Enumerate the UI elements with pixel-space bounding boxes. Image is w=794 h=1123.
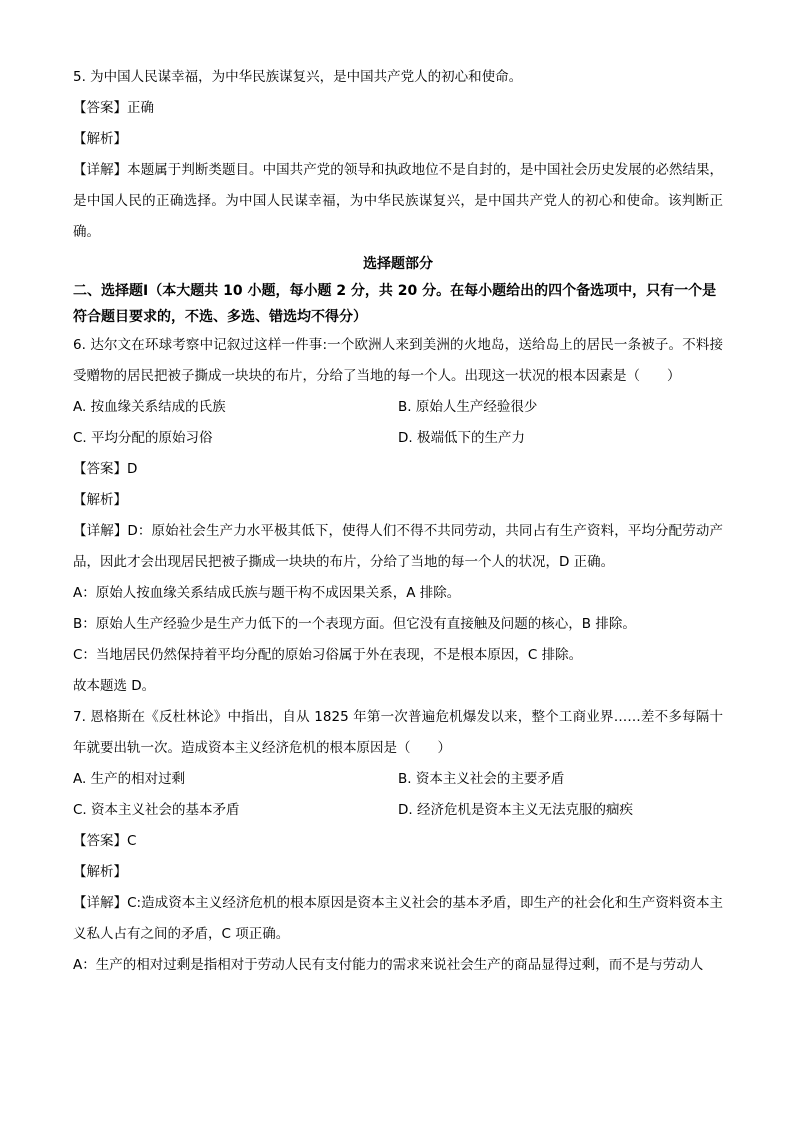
q6-answer: 【答案】D xyxy=(73,461,138,477)
q7-options-row-1 xyxy=(73,764,723,795)
q6-options-row-2 xyxy=(73,423,723,454)
q7-stem: 7. 恩格斯在《反杜林论》中指出，自从 1825 年第一次普遍危机爆发以来，整个工商业界……差不多每隔十年就要出轨一次。造成资本主义经济危机的根本原因是（ ） xyxy=(73,709,723,756)
q6-detail: 【详解】D：原始社会生产力水平极其低下，使得人们不得不共同劳动，共同占有生产资料，平均分配劳动产品，因此才会出现居民把被子撕成一块块的布片，分给了当地的每一个人的状况，D 正确。 xyxy=(73,523,723,570)
q6-analysis-label: 【解析】 xyxy=(73,492,127,508)
q7-options-row-2 xyxy=(73,795,723,826)
q6-stem: 6. 达尔文在环球考察中记叙过这样一件事:一个欧洲人来到美洲的火地岛，送给岛上的居民一条被子。不料接受赠物的居民把被子撕成一块块的布片，分给了当地的每一个人。出现这一状况的根本因素是（ ） xyxy=(73,337,723,384)
page-content xyxy=(73,62,723,981)
q7-option-a: A. 生产的相对过剩 xyxy=(73,771,186,787)
q6-note-b: B：原始人生产经验少是生产力低下的一个表现方面。但它没有直接触及问题的核心，B 排除。 xyxy=(73,616,636,632)
q6-note-c: C：当地居民仍然保持着平均分配的原始习俗属于外在表现，不是根本原因，C 排除。 xyxy=(73,647,583,663)
q6-option-c: C. 平均分配的原始习俗 xyxy=(73,430,213,446)
q7-option-b: B. 资本主义社会的主要矛盾 xyxy=(398,771,565,787)
q7-answer: 【答案】C xyxy=(73,833,137,849)
q6-conclusion: 故本题选 D。 xyxy=(73,678,156,694)
q5-stem: 5. 为中国人民谋幸福，为中华民族谋复兴，是中国共产党人的初心和使命。 xyxy=(73,69,523,85)
section-title: 选择题部分 xyxy=(363,256,433,272)
q7-detail: 【详解】C:造成资本主义经济危机的根本原因是资本主义社会的基本矛盾，即生产的社会化和生产资料资本主义私人占有之间的矛盾，C 项正确。 xyxy=(73,895,723,942)
q7-note-a: A：生产的相对过剩是指相对于劳动人民有支付能力的需求来说社会生产的商品显得过剩，而不是与劳动人 xyxy=(73,957,704,973)
q6-option-a: A. 按血缘关系结成的氏族 xyxy=(73,399,226,415)
q6-note-a: A：原始人按血缘关系结成氏族与题干构不成因果关系，A 排除。 xyxy=(73,585,461,601)
q6-option-b: B. 原始人生产经验很少 xyxy=(398,399,538,415)
q6-options-row-1 xyxy=(73,392,723,423)
q7-option-d: D. 经济危机是资本主义无法克服的痼疾 xyxy=(398,802,633,818)
q5-detail: 【详解】本题属于判断类题目。中国共产党的领导和执政地位不是自封的，是中国社会历史发展的必然结果，是中国人民的正确选择。为中国人民谋幸福，为中华民族谋复兴，是中国共产党人的初心和使命。该判断正确。 xyxy=(73,162,723,240)
q5-answer: 【答案】正确 xyxy=(73,100,154,116)
section-heading: 二、选择题Ⅰ（本大题共 10 小题，每小题 2 分，共 20 分。在每小题给出的四个备选项中，只有一个是符合题目要求的，不选、多选、错选均不得分） xyxy=(73,283,717,325)
q7-analysis-label: 【解析】 xyxy=(73,864,127,880)
q5-analysis-label: 【解析】 xyxy=(73,131,127,147)
q7-option-c: C. 资本主义社会的基本矛盾 xyxy=(73,802,240,818)
q6-option-d: D. 极端低下的生产力 xyxy=(398,430,525,446)
